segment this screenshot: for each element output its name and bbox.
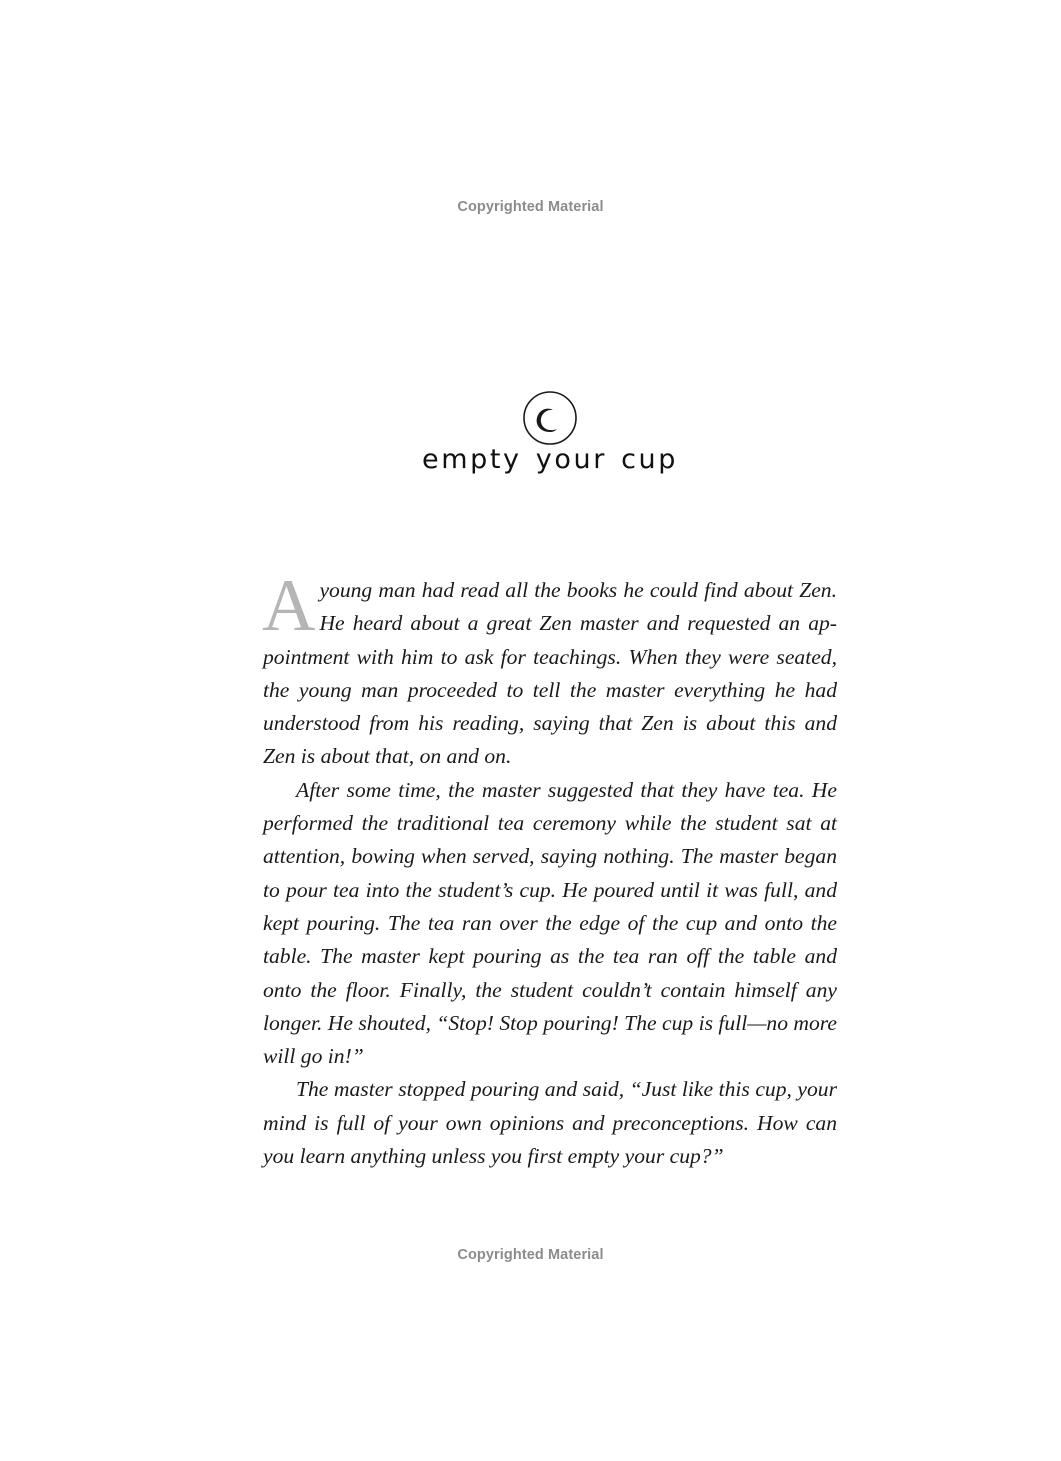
story-paragraph-3: The master stopped pouring and said, “Just like this cup, your mind is full of your own opinions and preconceptions. How can you learn anything unless you first empty your cup?” bbox=[263, 1077, 837, 1169]
copyright-watermark-bottom: Copyrighted Material bbox=[457, 1247, 604, 1263]
copyright-watermark-top: Copyrighted Material bbox=[457, 199, 604, 215]
chapter-title: empty your cup bbox=[422, 444, 678, 475]
drop-cap: A bbox=[262, 565, 316, 647]
story-paragraph-1 bbox=[262, 565, 837, 774]
paragraph-1-text: young man had read all the books he could find about Zen. He heard about a great Zen master and requested an appointment with him to ask for teachings. When they were seated, the young man proceeded to tell the master everything he had understood from his reading, saying that Zen is about this and Zen is about that, on and on. bbox=[263, 578, 837, 769]
story-body bbox=[262, 565, 837, 1173]
crescent-circle-icon bbox=[519, 388, 581, 450]
story-paragraph-2: After some time, the master suggested that they have tea. He performed the traditional tea ceremony while the student sat at attention, bowing when served, saying nothing. The master began to pour tea into the student’s cup. He poured until it was full, and kept pouring. The tea ran over the edge of the cup and onto the table. The master kept pouring as the tea ran off the table and onto the floor. Finally, the student couldn’t contain himself any longer. He shouted, “Stop! Stop pouring! The cup is full—no more will go in!” bbox=[263, 777, 837, 1069]
